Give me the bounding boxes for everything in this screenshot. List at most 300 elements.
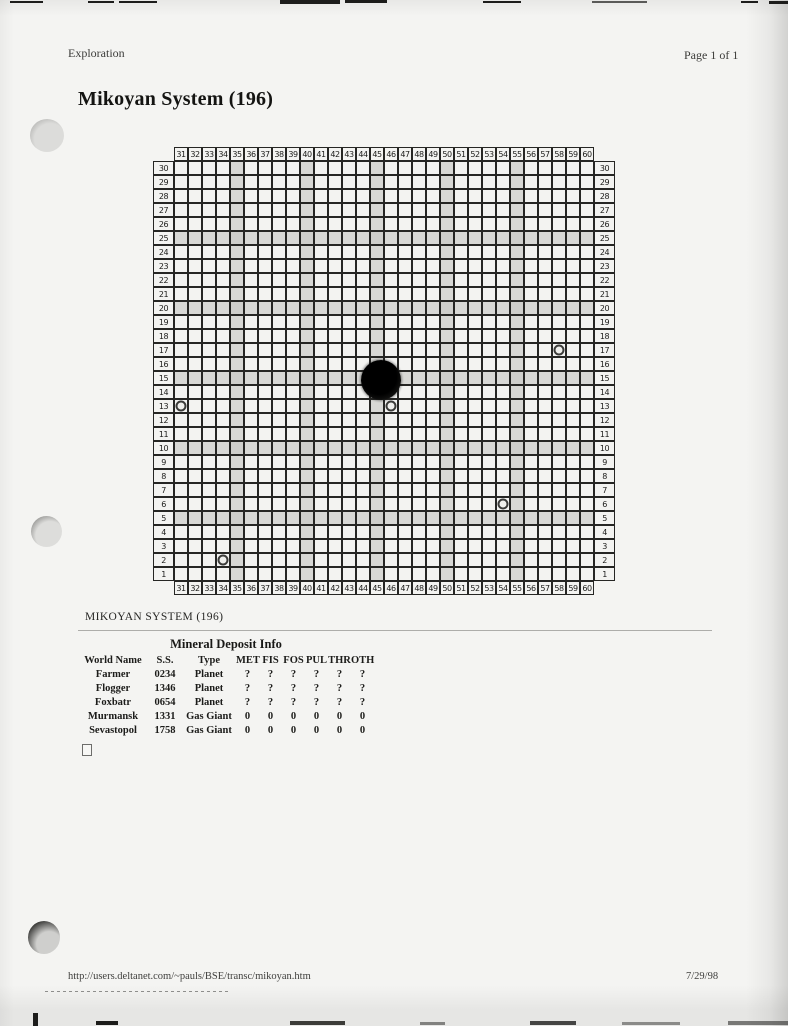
grid-col-label: 45 (370, 581, 384, 595)
grid-cell (188, 189, 202, 203)
scan-artifact (622, 1022, 680, 1025)
grid-cell (328, 231, 342, 245)
grid-cell (230, 217, 244, 231)
grid-cell (524, 567, 538, 581)
grid-cell (454, 175, 468, 189)
grid-cell (342, 441, 356, 455)
mineral-col-header: THR (328, 655, 351, 666)
mineral-cell: 0 (244, 711, 251, 722)
grid-cell (412, 567, 426, 581)
grid-cell (230, 301, 244, 315)
grid-col-label: 44 (356, 147, 370, 161)
grid-cell (370, 539, 384, 553)
grid-cell (216, 259, 230, 273)
grid-row-label: 11 (153, 427, 174, 441)
grid-cell (202, 427, 216, 441)
grid-cell (174, 525, 188, 539)
grid-cell (538, 175, 552, 189)
grid-cell (328, 175, 342, 189)
grid-cell (174, 175, 188, 189)
grid-cell (440, 469, 454, 483)
grid-cell (566, 483, 580, 497)
grid-cell (202, 539, 216, 553)
grid-cell (510, 259, 524, 273)
grid-cell (482, 161, 496, 175)
grid-cell (468, 189, 482, 203)
grid-cell (524, 203, 538, 217)
grid-cell (468, 553, 482, 567)
grid-cell (580, 371, 594, 385)
grid-col-label: 43 (342, 147, 356, 161)
grid-cell (538, 385, 552, 399)
grid-cell (412, 497, 426, 511)
grid-cell (398, 161, 412, 175)
mineral-cell: ? (290, 669, 297, 680)
grid-cell (188, 553, 202, 567)
grid-cell (412, 245, 426, 259)
grid-cell (244, 259, 258, 273)
grid-cell (244, 455, 258, 469)
grid-cell (398, 455, 412, 469)
grid-cell (566, 203, 580, 217)
grid-cell (566, 413, 580, 427)
grid-cell (328, 217, 342, 231)
grid-cell (202, 385, 216, 399)
grid-cell (244, 567, 258, 581)
grid-cell (454, 413, 468, 427)
grid-cell (286, 525, 300, 539)
grid-cell (342, 455, 356, 469)
grid-cell (188, 161, 202, 175)
grid-cell (328, 553, 342, 567)
grid-cell (230, 497, 244, 511)
grid-cell (468, 483, 482, 497)
grid-cell (188, 329, 202, 343)
grid-cell (272, 161, 286, 175)
grid-cell (258, 203, 272, 217)
grid-cell (468, 567, 482, 581)
grid-cell (552, 217, 566, 231)
grid-cell (398, 287, 412, 301)
grid-cell (216, 567, 230, 581)
grid-cell (524, 539, 538, 553)
grid-col-label: 59 (566, 147, 580, 161)
grid-cell (342, 245, 356, 259)
grid-cell (300, 497, 314, 511)
grid-cell (188, 427, 202, 441)
grid-row-label: 16 (594, 357, 615, 371)
scan-artifact (345, 0, 387, 3)
scan-artifact (741, 1, 758, 3)
grid-cell (244, 413, 258, 427)
grid-cell (398, 497, 412, 511)
system-heading: MIKOYAN SYSTEM (196) (85, 611, 224, 623)
grid-cell (216, 469, 230, 483)
grid-cell (552, 287, 566, 301)
grid-cell (552, 511, 566, 525)
grid-cell (580, 525, 594, 539)
grid-cell (482, 399, 496, 413)
grid-cell (384, 161, 398, 175)
grid-cell (426, 189, 440, 203)
grid-cell (566, 259, 580, 273)
grid-col-label: 38 (272, 147, 286, 161)
grid-cell (342, 469, 356, 483)
grid-cell (412, 385, 426, 399)
grid-cell (188, 203, 202, 217)
world-marker (218, 555, 229, 566)
grid-cell (272, 399, 286, 413)
grid-cell (272, 371, 286, 385)
mineral-cell: ? (359, 683, 366, 694)
grid-cell (426, 301, 440, 315)
grid-cell (286, 357, 300, 371)
grid-cell (440, 315, 454, 329)
grid-cell (300, 259, 314, 273)
grid-cell (216, 189, 230, 203)
grid-cell (230, 539, 244, 553)
grid-cell (510, 245, 524, 259)
grid-cell (496, 259, 510, 273)
print-header-left: Exploration (68, 46, 125, 60)
grid-cell (258, 511, 272, 525)
grid-cell (244, 497, 258, 511)
grid-cell (496, 539, 510, 553)
grid-cell (384, 301, 398, 315)
grid-cell (398, 315, 412, 329)
grid-cell (272, 245, 286, 259)
grid-cell (496, 427, 510, 441)
grid-cell (524, 259, 538, 273)
grid-cell (426, 315, 440, 329)
grid-cell (580, 441, 594, 455)
grid-cell (174, 413, 188, 427)
grid-cell (566, 399, 580, 413)
grid-cell (482, 483, 496, 497)
grid-cell (272, 273, 286, 287)
grid-cell (468, 273, 482, 287)
grid-cell (202, 455, 216, 469)
grid-cell (286, 385, 300, 399)
grid-cell (328, 161, 342, 175)
grid-cell (426, 329, 440, 343)
grid-cell (482, 455, 496, 469)
grid-cell (370, 315, 384, 329)
grid-col-label: 40 (300, 147, 314, 161)
grid-cell (272, 343, 286, 357)
grid-cell (244, 399, 258, 413)
grid-cell (552, 245, 566, 259)
grid-cell (230, 525, 244, 539)
grid-cell (272, 511, 286, 525)
grid-cell (412, 175, 426, 189)
grid-cell (440, 175, 454, 189)
grid-cell (188, 483, 202, 497)
grid-cell (272, 287, 286, 301)
grid-cell (412, 231, 426, 245)
grid-cell (272, 553, 286, 567)
grid-cell (482, 469, 496, 483)
grid-cell (272, 497, 286, 511)
grid-cell (370, 511, 384, 525)
grid-cell (454, 203, 468, 217)
grid-cell (300, 175, 314, 189)
grid-cell (286, 469, 300, 483)
grid-cell (384, 497, 398, 511)
scan-artifact (728, 1021, 788, 1025)
grid-cell (286, 553, 300, 567)
grid-cell (440, 357, 454, 371)
grid-cell (272, 483, 286, 497)
grid-cell (258, 497, 272, 511)
grid-row-label: 24 (153, 245, 174, 259)
grid-cell (468, 539, 482, 553)
mineral-cell: ? (290, 697, 297, 708)
grid-cell (496, 511, 510, 525)
grid-cell (244, 539, 258, 553)
grid-cell (342, 357, 356, 371)
grid-row-label: 5 (153, 511, 174, 525)
grid-cell (384, 329, 398, 343)
grid-cell (328, 357, 342, 371)
grid-cell (174, 315, 188, 329)
grid-cell (384, 343, 398, 357)
grid-cell (314, 357, 328, 371)
grid-cell (552, 399, 566, 413)
grid-cell (300, 427, 314, 441)
grid-cell (524, 483, 538, 497)
grid-cell (216, 357, 230, 371)
grid-cell (202, 413, 216, 427)
grid-cell (328, 427, 342, 441)
grid-cell (468, 217, 482, 231)
grid-cell (188, 371, 202, 385)
grid-cell (454, 567, 468, 581)
grid-cell (216, 525, 230, 539)
grid-cell (174, 329, 188, 343)
grid-cell (482, 315, 496, 329)
grid-cell (412, 455, 426, 469)
grid-cell (426, 427, 440, 441)
grid-cell (328, 483, 342, 497)
grid-cell (468, 343, 482, 357)
grid-col-label: 60 (580, 147, 594, 161)
punch-hole (31, 516, 62, 547)
mineral-cell: ? (359, 669, 366, 680)
grid-cell (538, 469, 552, 483)
grid-cell (496, 385, 510, 399)
grid-cell (286, 217, 300, 231)
grid-cell (370, 161, 384, 175)
grid-cell (342, 483, 356, 497)
scan-artifact (88, 1, 114, 3)
grid-col-label: 54 (496, 581, 510, 595)
grid-row-label: 11 (594, 427, 615, 441)
grid-row-label: 22 (594, 273, 615, 287)
print-header-right: Page 1 of 1 (684, 48, 739, 62)
grid-cell (328, 245, 342, 259)
scan-artifact (290, 1021, 345, 1025)
grid-cell (216, 175, 230, 189)
grid-cell (244, 371, 258, 385)
grid-cell (496, 231, 510, 245)
grid-col-label: 52 (468, 581, 482, 595)
world-marker (386, 401, 397, 412)
grid-cell (188, 511, 202, 525)
grid-cell (272, 259, 286, 273)
grid-cell (342, 525, 356, 539)
grid-cell (580, 287, 594, 301)
grid-cell (482, 287, 496, 301)
mineral-cell: ? (267, 683, 274, 694)
grid-cell (272, 385, 286, 399)
grid-cell (426, 175, 440, 189)
grid-cell (314, 553, 328, 567)
grid-cell (524, 273, 538, 287)
scan-artifact (592, 1, 647, 3)
grid-cell (412, 441, 426, 455)
grid-cell (468, 441, 482, 455)
grid-cell (300, 161, 314, 175)
grid-cell (356, 553, 370, 567)
grid-cell (580, 231, 594, 245)
grid-cell (188, 315, 202, 329)
grid-cell (342, 329, 356, 343)
grid-cell (202, 231, 216, 245)
grid-cell (580, 511, 594, 525)
grid-cell (188, 175, 202, 189)
grid-cell (538, 189, 552, 203)
grid-cell (566, 553, 580, 567)
grid-col-label: 52 (468, 147, 482, 161)
grid-cell (496, 399, 510, 413)
mineral-table (78, 654, 374, 738)
grid-cell (384, 469, 398, 483)
grid-col-label: 56 (524, 147, 538, 161)
grid-cell (216, 161, 230, 175)
grid-cell (272, 203, 286, 217)
grid-cell (482, 385, 496, 399)
grid-cell (440, 287, 454, 301)
grid-cell (188, 567, 202, 581)
grid-cell (552, 441, 566, 455)
grid-cell (552, 553, 566, 567)
grid-col-label: 39 (286, 147, 300, 161)
grid-cell (356, 301, 370, 315)
grid-cell (538, 371, 552, 385)
grid-cell (356, 175, 370, 189)
grid-cell (454, 329, 468, 343)
grid-cell (538, 245, 552, 259)
scan-artifact (530, 1021, 576, 1025)
grid-col-label: 59 (566, 581, 580, 595)
grid-cell (482, 273, 496, 287)
grid-cell (524, 357, 538, 371)
grid-cell (286, 231, 300, 245)
grid-cell (174, 385, 188, 399)
grid-row-label: 29 (153, 175, 174, 189)
grid-cell (552, 315, 566, 329)
grid-cell (342, 287, 356, 301)
grid-cell (342, 259, 356, 273)
grid-cell (398, 189, 412, 203)
grid-cell (230, 315, 244, 329)
grid-cell (174, 203, 188, 217)
grid-cell (370, 567, 384, 581)
grid-cell (314, 259, 328, 273)
grid-cell (314, 441, 328, 455)
grid-cell (552, 259, 566, 273)
grid-cell (244, 287, 258, 301)
grid-cell (454, 217, 468, 231)
grid-cell (454, 469, 468, 483)
grid-cell (174, 357, 188, 371)
grid-cell (258, 539, 272, 553)
grid-cell (342, 553, 356, 567)
grid-cell (216, 497, 230, 511)
grid-cell (300, 301, 314, 315)
grid-cell (426, 539, 440, 553)
grid-cell (328, 455, 342, 469)
grid-col-label: 32 (188, 581, 202, 595)
grid-cell (244, 525, 258, 539)
grid-cell (356, 245, 370, 259)
scan-artifact (769, 1, 788, 4)
grid-cell (384, 175, 398, 189)
grid-cell (510, 483, 524, 497)
grid-row-label: 27 (153, 203, 174, 217)
grid-cell (202, 245, 216, 259)
grid-cell (412, 287, 426, 301)
grid-cell (538, 259, 552, 273)
grid-cell (426, 245, 440, 259)
mineral-cell: 0 (313, 725, 320, 736)
grid-cell (286, 259, 300, 273)
mineral-cell: ? (267, 669, 274, 680)
grid-row-label: 14 (153, 385, 174, 399)
grid-cell (440, 511, 454, 525)
grid-cell (398, 441, 412, 455)
grid-cell (580, 427, 594, 441)
grid-cell (566, 441, 580, 455)
grid-row-label: 23 (153, 259, 174, 273)
grid-cell (566, 497, 580, 511)
grid-cell (580, 553, 594, 567)
grid-col-label: 46 (384, 147, 398, 161)
grid-cell (328, 371, 342, 385)
grid-cell (524, 469, 538, 483)
grid-cell (510, 427, 524, 441)
grid-cell (342, 301, 356, 315)
grid-cell (454, 343, 468, 357)
grid-cell (496, 343, 510, 357)
grid-cell (552, 371, 566, 385)
grid-cell (300, 399, 314, 413)
grid-cell (314, 175, 328, 189)
grid-cell (482, 539, 496, 553)
grid-col-label: 42 (328, 581, 342, 595)
grid-cell (258, 483, 272, 497)
grid-cell (566, 511, 580, 525)
grid-cell (174, 287, 188, 301)
grid-cell (342, 511, 356, 525)
grid-cell (314, 161, 328, 175)
grid-cell (300, 553, 314, 567)
grid-cell (510, 287, 524, 301)
grid-cell (384, 539, 398, 553)
grid-cell (538, 399, 552, 413)
mineral-cell: 0654 (154, 697, 176, 708)
